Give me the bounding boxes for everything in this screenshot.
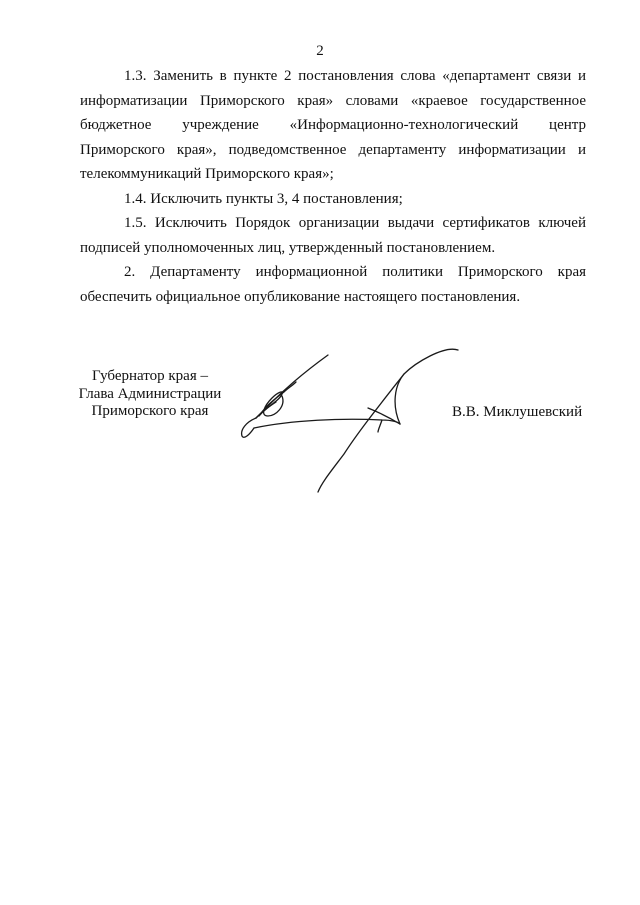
paragraph-2: 2. Департаменту информационной политики Приморского края обеспечить официальное опубликование настоящего постановления. bbox=[80, 264, 586, 305]
paragraph-1-5: 1.5. Исключить Порядок организации выдачи сертификатов ключей подписей уполномоченных лиц, утвержденный постановлением. bbox=[80, 215, 586, 256]
signatory-title-line: Глава Администрации bbox=[78, 385, 222, 402]
handwritten-signature bbox=[232, 346, 472, 496]
paragraph-1-3: 1.3. Заменить в пункте 2 постановления слова «департамент связи и информатизации Приморского края» словами «краевое государственное бюджетное учреждение «Информационно-технологический центр Приморского края», подведомственное департаменту информатизации и телекоммуникаций Приморского края»; bbox=[80, 68, 586, 182]
signatory-title-line: Приморского края bbox=[91, 403, 209, 419]
signatory-title bbox=[70, 368, 230, 421]
paragraph-1-4: 1.4. Исключить пункты 3, 4 постановления; bbox=[124, 190, 403, 207]
page-number: 2 bbox=[316, 43, 324, 59]
signatory-title-line: Губернатор края – bbox=[92, 368, 208, 384]
document-body bbox=[80, 64, 586, 309]
signatory-name: В.В. Миклушевский bbox=[452, 404, 583, 420]
